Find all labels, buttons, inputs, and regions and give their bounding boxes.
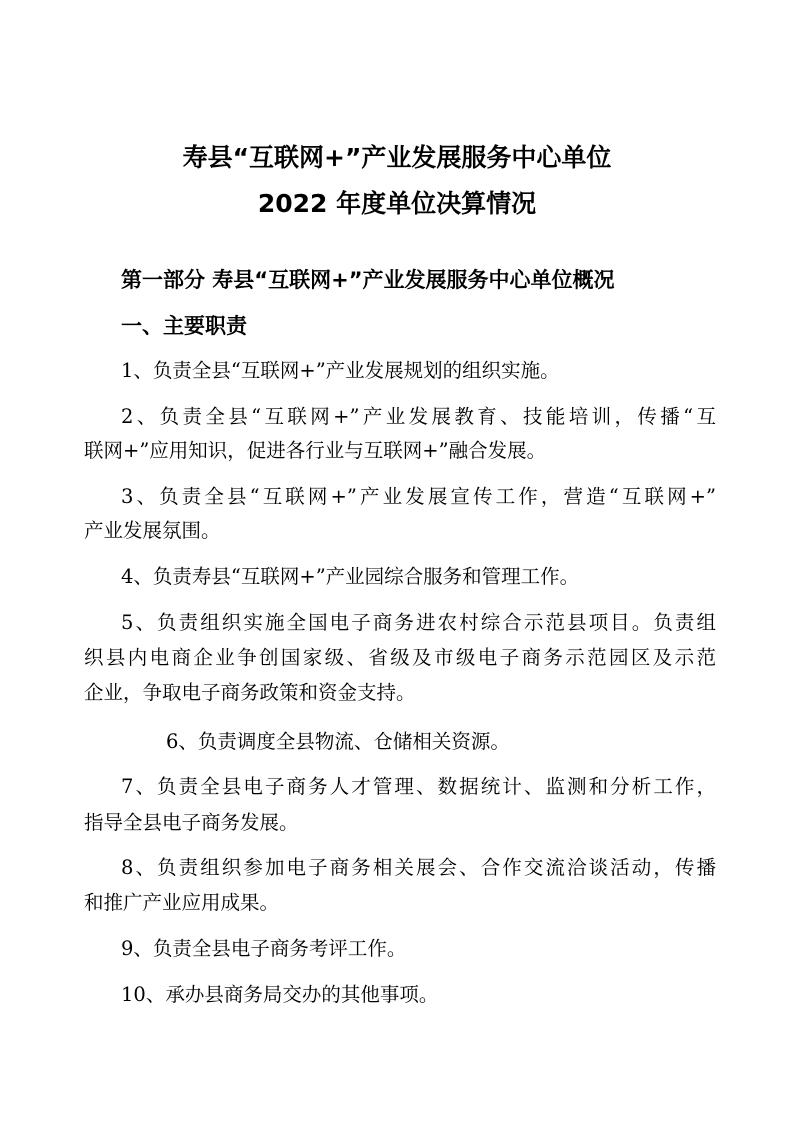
duty-item-7-line-1: 7、负责全县电子商务人才管理、数据统计、监测和分析工作， [121, 775, 716, 798]
document-title-line-2: 2022 年度单位决算情况 [257, 189, 537, 218]
part-heading: 第一部分 寿县“互联网+”产业发展服务中心单位概况 [121, 268, 615, 292]
duty-item-5-line-3: 企业，争取电子商务政策和资金支持。 [84, 681, 416, 704]
document-title-line-1: 寿县“互联网+”产业发展服务中心单位 [182, 143, 612, 172]
duty-item-8-line-2: 和推广产业应用成果。 [84, 891, 280, 914]
duty-item-7-line-2: 指导全县电子商务发展。 [84, 811, 299, 834]
duty-item-9: 9、负责全县电子商务考评工作。 [121, 937, 407, 960]
duty-item-6: 6、负责调度全县物流、仓储相关资源。 [166, 730, 510, 753]
duty-item-5-line-1: 5、负责组织实施全国电子商务进农村综合示范县项目。负责组 [121, 611, 716, 634]
duty-item-4: 4、负责寿县“互联网+”产业园综合服务和管理工作。 [121, 565, 580, 588]
section-heading: 一、主要职责 [121, 314, 247, 338]
duty-item-2-line-2: 联网+”应用知识，促进各行业与互联网+”融合发展。 [84, 439, 547, 462]
duty-item-1: 1、负责全县“互联网+”产业发展规划的组织实施。 [121, 359, 560, 382]
duty-item-10: 10、承办县商务局交办的其他事项。 [121, 983, 439, 1006]
duty-item-3-line-2: 产业发展氛围。 [84, 519, 221, 542]
duty-item-5-line-2: 织县内电商企业争创国家级、省级及市级电子商务示范园区及示范 [84, 646, 716, 669]
duty-item-2-line-1: 2、负责全县“互联网+”产业发展教育、技能培训，传播“互 [121, 405, 716, 428]
duty-item-8-line-1: 8、负责组织参加电子商务相关展会、合作交流洽谈活动，传播 [121, 856, 716, 879]
duty-item-3-line-1: 3、负责全县“互联网+”产业发展宣传工作，营造“互联网+” [121, 485, 716, 508]
